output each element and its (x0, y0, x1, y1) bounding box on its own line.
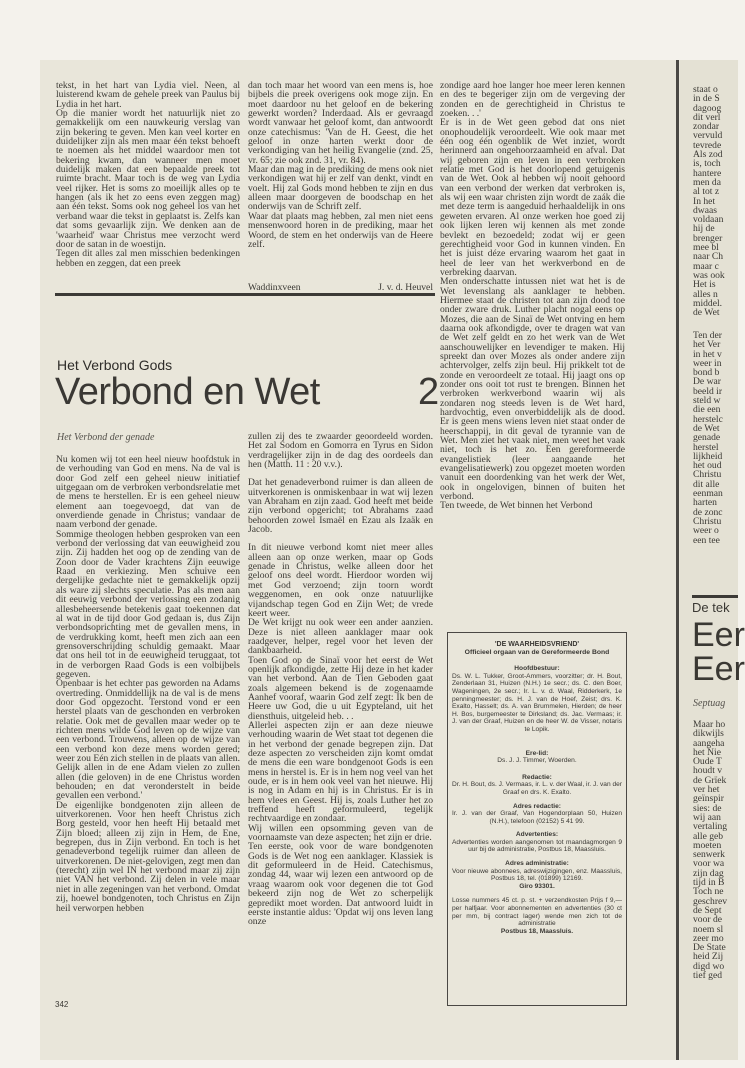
fragment-line: dit alle (693, 478, 720, 490)
next-article-title-line2: Eer (692, 650, 745, 688)
article-part-number: 2 (418, 371, 440, 413)
fragment-line: herstelc (693, 413, 723, 425)
fragment-line: vertaling (693, 821, 728, 833)
fragment-line: zijn dag (693, 867, 724, 879)
fragment-line: maar c (693, 260, 719, 272)
editors-text: Dr. H. Bout, ds. J. Vermaas, ir. L. v. der Waal, ir. J. van der Graaf en drs. K. Exalto. (452, 781, 622, 796)
paragraph: dan toch maar het woord van een mens is, hoe bijbels die preek overigens ook moge zijn. En moet daardoor nu het geloof en de bekering gewerkt worden? Inderdaad. Als er gevraagd wordt vanwaar het geloof komt, dan antwoordt onze catechismus: 'Van de H. Geest, die het geloof in onze harten werkt door de verkondiging van het heilig Evangelie (znd. 25, vr. 65; zie ook znd. 31, vr. 84). (248, 80, 433, 166)
fragment-line: de Grïek (693, 774, 727, 786)
paragraph: De Wet krijgt nu ook weer een ander aanzien. Deze is niet alleen aanklager maar ook raadgever, helper, regel voor het leven der dankbaarheid. (248, 617, 433, 657)
fragment-line: genade (693, 432, 721, 444)
fragment-line: tief ged (693, 970, 723, 982)
paragraph: zullen zij des te zwaarder geoordeeld worden. Het zal Sodom en Gomorra en Tyrus en Sidon verdragelijker zijn in de dag des oordeels dan hen (Matth. 11 : 20 v.v.). (248, 431, 433, 471)
fragment-line: zeer mo (693, 932, 724, 944)
fragment-line: geschrev (693, 895, 728, 907)
fragment-line: brenger (693, 232, 723, 244)
fragment-line: voor de (693, 914, 723, 926)
fragment-line: weer in (693, 357, 722, 369)
next-article-title-line1: Eer (692, 616, 745, 654)
signature-place: Waddinxveen (248, 282, 301, 293)
top-middle-column (248, 81, 433, 249)
fragment-line: aangeha (693, 737, 725, 749)
fragment-line: mee bl (693, 242, 719, 254)
fragment-line: men da (693, 176, 721, 188)
next-article-subtitle: Septuag (693, 698, 726, 709)
fragment-line: die een (693, 404, 721, 416)
page-gutter (676, 60, 679, 1060)
fragment-line: dwaas (693, 204, 717, 216)
honorary-text: Ds. J. J. Timmer, Woerden. (497, 757, 577, 765)
board-heading: Hoofdbestuur: (514, 665, 560, 673)
fragment-line: Het is (693, 279, 716, 291)
article-middle-column (248, 432, 433, 927)
fragment-line: de Wet (693, 422, 720, 434)
fragment-line: houdt v (693, 765, 723, 777)
next-page-mid-text (693, 331, 738, 545)
fragment-line: zondar (693, 121, 720, 133)
ads-heading: Advertenties: (515, 831, 559, 839)
paragraph: De eigenlijke bondgenoten zijn alleen de uitverkorenen. Voor hen heeft Christus zich Borg gesteld, voor hen heeft Hij betaald met Zijn bloed; alleen zij zijn in Hem, de Ene, begrepen, dus in Zijn verbond. En toch is het genadeverbond tegelijk ruimer dan alleen de uitverkorenen. De niet-gelovigen, zegt men dan (terecht) zijn wel IN het verbond maar zij zijn niet VAN het verbond. Zij delen in vele maar niet in alle zegeningen van het verbond. Omdat zij, hoewel bondgenoten, toch Christus en Zijn heil verworpen hebben (56, 799, 240, 914)
fragment-line: senwerk (693, 849, 725, 861)
fragment-line: In het (693, 195, 716, 207)
paragraph: Nu komen wij tot een heel nieuw hoofdstuk in de verhouding van God en mens. Na de val is door God zelf een geheel nieuw initiatief uitgegaan om de verbroken verbondsrelatie met de mens te herstellen. Er is een geheel nieuw element aan toegevoegd, dat van de onverdiende genade in Christus; vandaar de naam verbond der genade. (56, 454, 240, 531)
page-number: 342 (55, 1000, 69, 1009)
paragraph: Tegen dit alles zal men misschien bedenkingen hebben en zeggen, dat een preek (56, 248, 240, 269)
fragment-line: in de S (693, 93, 720, 105)
prices-address: Postbus 18, Maassluis. (500, 927, 574, 935)
fragment-line: was ook (693, 269, 725, 281)
fragment-line: lijkheid (693, 450, 723, 462)
fragment-line: eenman (693, 488, 723, 500)
next-page-top-text (693, 85, 738, 317)
paragraph: zondige aard hoe langer hoe meer leren kennen en des te begeriger zijn om de vergeving der zonden en de gerechtigheid in Christus te zoeken. . .' (440, 80, 625, 120)
paragraph: Er is in de Wet geen gebod dat ons niet onophoudelijk veroordeelt. Wie ook maar met één oog één ogenblik de Wet inziet, wordt herinnerd aan ongehoorzaamheid en afval. Dat wij geboren zijn en leven in een verbroken relatie met God is het doorlopend getuigenis van de Wet. Ook al hebben wij nooit gehoord van een verbond der werken dat verbroken is, als wij een waar christen zijn wordt de zaák die met deze term is aangeduid herhaaldelijk in ons geweten ervaren. Al onze werken hoe goed zij ook lijken leren wij kennen als met zonde bevlekt en bezoedeld; zodat wij er geen gerechtigheid voor God in kunnen vinden. En het is juist déze ervaring waarom het gaat in heel de leer van het werkverbond en de verbreking daarvan. (440, 117, 625, 278)
fragment-line: bond b (693, 367, 720, 379)
paragraph: Op die manier wordt het natuurlijk niet zo gemakkelijk om een nauwkeurig verslag van zijn bekering te geven. Men kan veel korter en duidelijker zijn als men maar één tekst behoeft te noemen als het middel waardoor men tot bekering kwam, dan wanneer men moet duidelijk maken dat een bepaalde preek tot ruimte bracht. Maar toch is de weg van Lydia veel rijker. Het is soms zo moeilijk alles op te hangen (als ik het zo eens even zeggen mag) aan één tekst. Soms ook nog geheel los van het verband waar die tekst in geplaatst is. Zelfs kan dat soms gevaarlijk zijn. We denken aan de 'waarheid' waar Christus mee verzocht werd door de satan in de woestijn. (56, 108, 240, 250)
fragment-line: alle geb (693, 830, 724, 842)
ads-text: Advertenties worden aangenomen tot maandagmorgen 9 uur bij de administratie, Postbus 18, Maassluis. (452, 838, 622, 854)
fragment-line: Maar ho (693, 719, 726, 730)
admin-heading: Adres administratie: (505, 860, 569, 868)
fragment-line: het oud (693, 460, 722, 472)
fragment-line: de zonc (693, 506, 723, 518)
fragment-line: De State (693, 942, 726, 954)
fragment-line: voldaan (693, 214, 724, 226)
next-page-divider (692, 595, 738, 598)
fragment-line: het Nie (693, 746, 721, 758)
paragraph: Sommige theologen hebben gesproken van een verbond der verlossing dat van eeuwigheid zou zijn. Zij hadden het oog op de zending van de Zoon door de Vader krachtens Zijn eeuwige Raad en verkiezing. Men schuive een dergelijke gedachte niet te gemakkelijk opzij als ware zij slechts speculatie. Pas als men aan dit eeuwig verbond der verlossing een zodanig allesbeheersende betekenis gaat toekennen dat al wat in de tijd door God gedaan is, dus Zijn verbondsoprichting met de gevallen mens, in de verdrukking komt, heeft men zich aan een grensoverschrijding schuldig gemaakt. Maar dat ons heil tot in de eeuwigheid teruggaat, tot in de verborgen Raad Gods is een volbijbels gegeven. (56, 528, 240, 680)
fragment-line: staat o (693, 84, 718, 95)
article-title: Verbond en Wet (55, 371, 320, 413)
fragment-line: harten (693, 497, 717, 509)
fragment-line: ver het (693, 784, 720, 796)
paragraph: Allerlei aspecten zijn er aan deze nieuwe verhouding waarin de Wet staat tot degenen die in het verbond der genade begrepen zijn. Dat deze aspecten zo verscheiden zijn komt omdat de mens die een ware bondgenoot Gods is een mens in herstel is. Er is in hem nog veel van het oude, er is in hem ook veel van het nieuwe. Hij is nog in Adam en hij is in Christus. Er is in hem vlees en Geest. Hij is, zoals Luther het zo treffend heeft geformuleerd, tegelijk rechtvaardige en zondaar. (248, 719, 433, 825)
fragment-line: vervuld (693, 130, 723, 142)
fragment-line: een tee (693, 534, 720, 546)
board-text: Ds. W. L. Tukker, Groot-Ammers, voorzitter; dr. H. Bout, Zenderlaan 31, Huizen (N.H.) 1e secr.; ds. C. den Boer, Wageningen, 2e secr.; Ir. L. v. d. Waal, Ridderkerk, 1e penningmeester; ds. H. J. van de Hoef, Zeist; drs. K. Exalto, Hasselt; ds. A. van Brummelen, Hierden; de heer H. Bos, burgemeester te Dirksland; ds. Jac. Vermaas; ir. J. van der Graaf, Huizen en de heer W. de Visser, notaris te Lopik. (452, 672, 622, 733)
article-kicker: Het Verbond Gods (57, 357, 173, 373)
paragraph: In dit nieuwe verbond komt niet meer alles alleen aan op onze werken, maar op Gods genade in Christus, welke alleen door het geloof ons deel wordt. Hierdoor worden wij met God verzoend; zijn toorn wordt weggenomen, en ook onze natuurlijke vijandschap tegen God en Zijn Wet; de vrede keert weer. (248, 542, 433, 619)
paragraph: Maar dan mag in de prediking de mens ook niet verkondigen wat hij er zelf van denkt, vindt en voelt. Hij zal Gods mond hebben te zijn en dus alleen maar doorgeven de boodschap en het onderwijs van de Schrift zelf. (248, 164, 433, 213)
fragment-line: De war (693, 376, 721, 388)
colophon-box (447, 632, 627, 1006)
fragment-line: wij aan (693, 811, 721, 823)
paragraph: Wij willen een opsomming geven van de voornaamste van deze aspecten; het zijn er drie. (248, 822, 433, 844)
giro-number: Giro 93301. (519, 882, 555, 890)
fragment-line: weer o (693, 525, 719, 537)
publication-name: 'DE WAARHEIDSVRIEND' (494, 641, 580, 648)
top-left-column (56, 81, 240, 268)
fragment-line: herstel (693, 441, 719, 453)
fragment-line: noem sl (693, 923, 724, 935)
fragment-line: geïnspir (693, 793, 724, 805)
fragment-line: Christu (693, 515, 722, 527)
fragment-line: middel. (693, 297, 723, 309)
editor-address-text: Ir. J. van der Graaf, Van Hogendorplaan 50, Huizen (N.H.), telefoon (02152) 5 41 99. (452, 810, 622, 825)
fragment-line: moeten (693, 839, 722, 851)
fragment-line: Oude T (693, 756, 722, 768)
fragment-line: sies: de (693, 802, 722, 814)
signature (248, 282, 433, 293)
fragment-line: naar Ch (693, 251, 724, 263)
fragment-line: tijd in B (693, 877, 725, 889)
editor-address-heading: Adres redactie: (512, 802, 561, 810)
fragment-line: Als zod (693, 149, 723, 161)
fragment-line: hantere (693, 167, 722, 179)
article-subtitle: Het Verbond der genade (57, 432, 155, 443)
section-divider (55, 293, 435, 296)
fragment-line: het Ver (693, 339, 721, 351)
fragment-line: dikwijls (693, 728, 724, 740)
paragraph: tekst, in het hart van Lydia viel. Neen, al luisterend kwam de gehele preek van Paulus bij Lydia in het hart. (56, 80, 240, 110)
admin-text: Voor nieuwe abonnees, adreswijzigingen, enz. Maassluis, Postbus 18, tel. (01899) 12169. (452, 867, 622, 883)
editors-heading: Redactie: (522, 773, 552, 781)
fragment-line: de Wet (693, 307, 720, 319)
next-article-kicker: De tek (692, 600, 730, 615)
paragraph: Ten eerste, ook voor de ware bondgenoten Gods is de Wet nog een aanklager. Klassiek is dit geformuleerd in de Heid. Catechismus, zondag 44, waar wij lezen een antwoord op de vraag waarom ook voor degenen die tot God bekeerd zijn nog de Wet zo scherpelijk gepredikt moet worden. Dat antwoord luidt in eerste instantie aldus: 'Opdat wij ons leven lang onze (248, 841, 433, 928)
fragment-line: tevrede (693, 139, 722, 151)
fragment-line: Toch ne (693, 886, 724, 898)
fragment-line: in het v (693, 348, 722, 360)
fragment-line: Ten der (693, 330, 722, 341)
fragment-line: dit verl (693, 111, 721, 123)
paragraph: Men onderschatte intussen niet wat het is de Wet levenslang als aanklager te hebben. Hiermee staat de christen tot aan zijn dood toe onder zware druk. Luther placht nogal eens op Mozes, die aan de Sinaï de Wet ontving en hem daarna ook afkondigde, over te dragen wat van de Wet zelf geldt en zo het werk van de Wet aanschouwelijker en levendiger te maken. Hij spreekt dan over Mozes als onder andere zijn achtervolger, zelfs zijn beul. Hij prikkelt tot de zonde en veroordeelt ze totaal. Hij jaagt ons op zonder ons ooit tot rust te brengen. Binnen het verbroken werkverbond waarin wij als zondaren nog steeds leven is de Wet hard, hardvochtig, even onverbiddelijk als de dood. Er is geen mens wiens leven niet staat onder de heerschappij, in dit geval de tyrannie van de Wet. Men ziet het vaak niet, men weet het vaak niet, toch is het zo. Een gereformeerde evangelistiek (leer aangaande het evangelisatiewerk) zou opgezet moeten worden vanuit een doordenking van het werk der Wet, ook in ongelovigen, binnen of buiten het verbond. (440, 276, 625, 503)
paragraph: Waar dat plaats mag hebben, zal men niet eens mensenwoord horen in de prediking, maar het Woord, de stem en het onderwijs van de Heere zelf. (248, 210, 433, 250)
paragraph: Ten tweede, de Wet binnen het Verbond (440, 500, 593, 512)
prices-text: Losse nummers 45 ct. p. st. + verzendkosten Prijs f 9,— per halfjaar. Voor abonnementen en advertenties (30 ct per mm, bij contract lager) wende men zich tot de administratie (452, 897, 622, 928)
fragment-line: hij de (693, 223, 715, 235)
fragment-line: heid Zij (693, 951, 724, 963)
paragraph: Toen God op de Sinaï voor het eerst de Wet openlijk afkondigde, zette Hij deze in het kader van het verbond. Aan de Tien Geboden gaat zoals algemeen bekend is de zogenaamde Aanhef vooraf, waarin God zelf zegt: Ik ben de Heere uw God, die u uit Egypteland, uit het diensthuis, uitgeleid heb. . . (248, 654, 433, 722)
publication-subtitle: Officieel orgaan van de Gereformeerde Bond (464, 648, 610, 656)
article-left-column (56, 455, 240, 913)
fragment-line: alles n (693, 288, 718, 300)
paragraph: Openbaar is het echter pas geworden na Adams overtreding. Onmiddellijk na de val is de mens door God opgezocht. Terstond vond er een herstel plaats van de geschonden en verbroken relatie. Ook met de gevallen maar weder op te richten mens wilde God leven op de wijze van een verbond. Trouwens, alleen op de wijze van een verbond kon deze mens worden gered; weer zou Eén zich stellen in de plaats van allen. Gelijk allen in de ene Adam vielen zo zullen allen (die geloven) in de ene Christus worden behouden; en dat veronderstelt in beide gevallen een verbond.' (56, 678, 240, 802)
next-page-bottom-text (693, 720, 738, 980)
fragment-line: is, toch (693, 158, 721, 170)
fragment-line: digd wo (693, 960, 725, 972)
fragment-line: dagoog (693, 102, 722, 114)
fragment-line: steld w (693, 395, 721, 407)
signature-author: J. v. d. Heuvel (378, 282, 433, 293)
fragment-line: beeld ir (693, 385, 723, 397)
fragment-line: al tot z (693, 186, 720, 198)
paragraph: Dat het genadeverbond ruimer is dan alleen de uitverkorenen is onmiskenbaar in wat wij lezen van Abraham en zijn zaad. God heeft met beide zijn verbond opgericht; tot Abrahams zaad behoorden zowel Ismaël en Ezau als Izaäk en Jacob. (248, 477, 433, 536)
fragment-line: de Sept (693, 904, 722, 916)
right-column (440, 81, 625, 511)
fragment-line: voor wa (693, 858, 725, 870)
honorary-heading: Ere-lid: (525, 749, 549, 757)
fragment-line: Christu (693, 469, 722, 481)
